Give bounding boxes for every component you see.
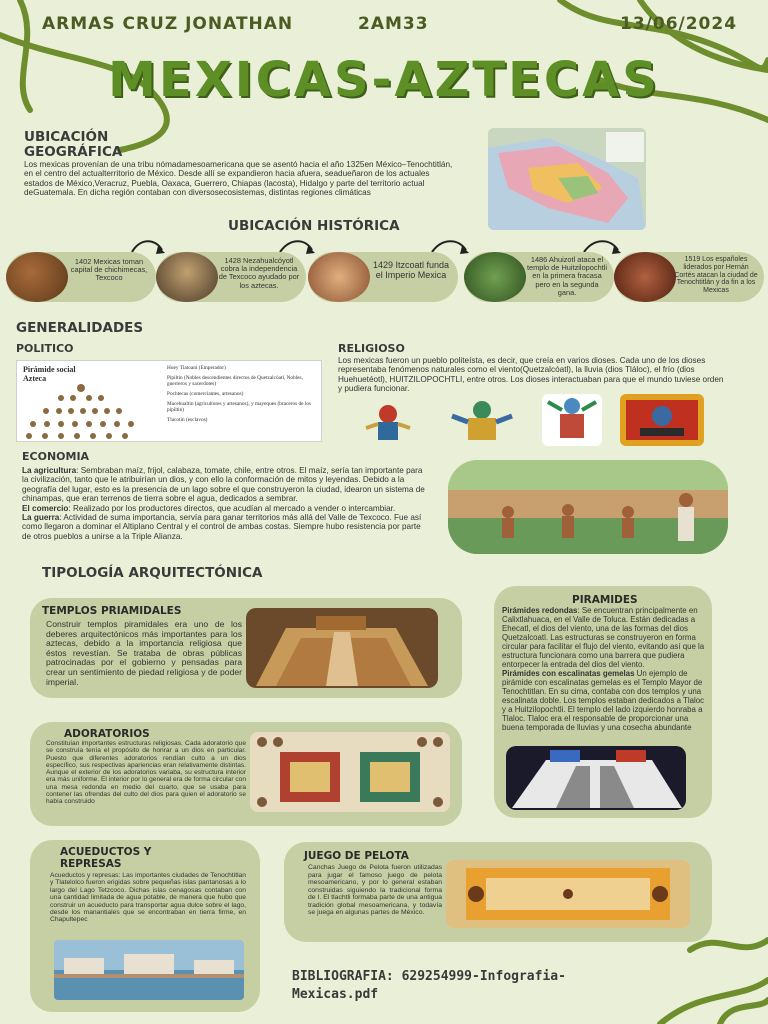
timeline-item <box>614 252 764 302</box>
acueductos-text: Acueductos y represas: Las importantes ciudades de Tenochtitlan y Tlatelolco fueron erigidas sobre pequeñas islas pantanosas a lo largo del Lago Tetzcoco. Dichas islas cenagosas contaban con una cantidad limitada de agua potable, de manera que hubo que construir un acueducto para transportar agua dulce sobre el lago, desde los manantiales que se encontraban en tierra firme, en Chapultepec <box>50 872 246 924</box>
templos-text: Construir templos piramidales era uno de los deberes arquitectónicos más importantes para los aztecas, debido a la importancia religiosa que éstos revestían. Se trataba de obras públicas patrocinadas por el gobierno y pensadas para crear un sentimiento de piedad religiosa y de poder imperial. <box>46 619 242 687</box>
group-code: 2AM33 <box>358 14 429 34</box>
adoratorios-text: Constituían importantes estructuras religiosas. Cada adoratorio que se construía tenía el propósito de honrar a un dios en particular. Puesto que diferentes adoratorios rendían culto a un dios específico, sus respectivas apariencias eran relativamente distintas. Aunque el exterior de los adoratorios variaba, su estructura interior era más uniforme. El interior por lo general era de forma circular con una mesa redonda en medio del cuarto, que se usaba para contener las ofrendas del culto del dios para quien el adoratorio se había construido <box>46 740 246 806</box>
acueductos-card <box>30 840 260 1012</box>
timeline-image <box>308 252 370 302</box>
comercio-text: : Realizado por los productores directos, que acudían al mercado a vender o intercambiar. <box>68 503 396 513</box>
templos-card <box>30 598 462 698</box>
templo-mayor-image <box>506 746 686 810</box>
pyramid-level: Pipiltin (Nobles descendientes directos de Quetzalcóatl, Nobles, guerreros y sacerdotes) <box>167 375 303 387</box>
ubicacion-geografica-text: Los mexicas provenían de una tribu nómadamesoamericana que se asentó hacia el año 1325en México–Tenochtitlán, en el centro del actualterritorio de México. Desde allí se expandieron hacia afuera, seadueñaron de los actuales estados de México,Veracruz, Puebla, Oaxaca, Guerrero, Chiapas (lacosta), Hidalgo y parte del territorio actual deGuatemala. En dicha región contaban con diversosecosistemas, distintas regiones climáticas <box>24 160 453 198</box>
economia-mural-image <box>448 460 728 554</box>
religioso-title: RELIGIOSO <box>338 342 405 355</box>
adoratorios-title: ADORATORIOS <box>64 728 150 740</box>
page-title: MEXICAS-AZTECAS <box>108 52 660 108</box>
timeline-item <box>464 252 614 302</box>
pelota-title: JUEGO DE PELOTA <box>304 850 409 862</box>
bibliografia-line: Mexicas.pdf <box>292 987 379 1002</box>
title-line: UBICACIÓN <box>24 129 109 145</box>
title-line: GEOGRÁFICA <box>24 144 123 160</box>
adoratorios-card <box>30 722 462 826</box>
pyramid-temple-image <box>246 608 438 688</box>
social-pyramid <box>16 360 322 442</box>
piramides-gemelas-label: Pirámides con escalinatas gemelas <box>502 669 635 678</box>
ubicacion-geografica-title <box>24 130 122 160</box>
pyramid-figures <box>21 383 141 441</box>
agricultura-text: : Sembraban maíz, frijol, calabaza, tomate, chile, entre otros. El maíz, sería tan importante para la civilización, tanto que le atribuirían un dios, y con ello la conformación de mitos y leyendas. Debido a la geografía del lugar, esto es la presencia de un lago sobre el que construyeron la ciudad, idearon un sistema de chinampas, que eran terrenos de tierra sobre el agua, dedicados a sembrar. <box>22 466 425 504</box>
pyramid-levels <box>167 365 317 423</box>
templos-title: TEMPLOS PRIAMIDALES <box>42 605 182 617</box>
agricultura-label: La agricultura <box>22 466 77 475</box>
author-name: ARMAS CRUZ JONATHAN <box>42 14 294 34</box>
date: 13/06/2024 <box>620 14 738 34</box>
piramides-gemelas-text: Un ejemplo de pirámide con escalinatas gemelas es el Templo Mayor de Tenochtitlan. En su cima, contaba con dos templos y una escalinata doble. Los templos estaban dedicados a Tlaloc y a Huitzilopochtli. El templo del lado izquierdo honraba a Tlaloc. Tlaloc era el responsable de proporcionar una buena temporada de lluvias y una cosecha abundante <box>502 669 705 732</box>
timeline-image <box>156 252 218 302</box>
religioso-text: Los mexicas fueron un pueblo politeísta, es decir, que creía en varios dioses. Cada uno de los dioses representaba fenómenos naturales como el viento(Quetzalcóatl), la lluvia (dios Tláloc), el frío (dios Huehuetéotl), HUITZILOPOCHTLI, entre otros. Los dioses interactuaban para que el mundo tuviese orden y pudiera funcionar. <box>338 356 724 394</box>
bibliografia <box>292 968 566 1004</box>
timeline-item <box>308 252 458 302</box>
guerra-text: : Actividad de suma importancia, servía para ganar territorios más allá del Valle de Texcoco. Fue así como llegaron a dominar el Altiplano Central y el control de ambas costas. Siempre hubo resistencia por parte de otros pueblos a unirse a la Triple Alianza. <box>22 513 422 541</box>
adoratorio-image <box>250 732 450 812</box>
title-line: ACUEDUCTOS Y <box>60 846 152 858</box>
timeline-text: 1486 Ahuizotl ataca el templo de Huitzilopochtli en la primera fracasa pero en la segunda gana. <box>526 255 608 297</box>
timeline-image <box>464 252 526 302</box>
economia-title: ECONOMIA <box>22 450 90 463</box>
arrow-curve-icon <box>584 241 618 252</box>
guerra-label: La guerra <box>22 513 60 523</box>
pelota-text: Canchas Juego de Pelota fueron utilizadas para jugar el famoso juego de pelota mesoamericano, y por lo general estaban construidas siguiendo la tradicional forma de I. El tlachtli formaba parte de una antigua tradición global mesoamericana, y todavía se juega en algunas partes de México. <box>308 864 442 916</box>
map-image <box>488 128 646 230</box>
arrow-curve-icon <box>432 241 466 252</box>
ubicacion-historica-title: UBICACIÓN HISTÓRICA <box>228 218 400 234</box>
timeline-image <box>614 252 676 302</box>
timeline-image <box>6 252 68 302</box>
god-image <box>542 394 602 446</box>
timeline-text: 1429 Itzcoatl funda el Imperio Mexica <box>372 260 450 280</box>
acueducto-image <box>54 940 244 1000</box>
timeline-item <box>156 252 306 302</box>
map-illustration <box>488 128 646 230</box>
comercio-label: El comercio <box>22 503 69 513</box>
juego-pelota-image <box>446 860 690 928</box>
economia-text <box>22 466 430 541</box>
title-line: REPRESAS <box>60 858 122 870</box>
timeline-text: 1519 Los españoles liderados por Hernán Cortés atacan la ciudad de Tenochtitlán y da fin a los Mexicas <box>674 256 758 295</box>
pyramid-title: Pirámide social Azteca <box>23 365 76 383</box>
piramides-redondas-text: : Se encuentran principalmente en Calixtlahuaca, en el Valle de Toluca. Están dedicadas a Ehecatl, el dios del viento, una de las formas del dios Quetzalcoatl. Las estructuras se construyeron en forma circular para facilitar el flujo del viento, evitando así que la estructura funcionara como una barrera que pudiera entorpecer la entrada del dios del viento. <box>502 606 705 669</box>
politico-title: POLITICO <box>16 342 74 355</box>
pyramid-level: Tlacotin (esclavos) <box>167 417 208 423</box>
tipologia-title: TIPOLOGÍA ARQUITECTÓNICA <box>42 565 263 581</box>
piramides-text <box>502 606 706 732</box>
acueductos-title <box>60 846 151 870</box>
god-image <box>620 394 704 446</box>
pelota-card <box>284 842 712 942</box>
timeline-text: 1402 Mexicas toman capital de chichimecas, Texcoco <box>70 257 148 283</box>
timeline-text: 1428 Nezahualcóyotl cobra la independencia de Texcoco ayudado por los aztecas. <box>218 256 300 290</box>
pyramid-level: Macehualtin (agricultores y artesanos), y mayeques (braceros de los pipiltin) <box>167 401 311 413</box>
piramides-redondas-label: Pirámides redondas <box>502 606 578 615</box>
generalidades-title: GENERALIDADES <box>16 320 144 336</box>
bibliografia-line: BIBLIOGRAFIA: 629254999-Infografia- <box>292 969 566 984</box>
pyramid-level: Pochtecas (comerciantes, artesanos) <box>167 391 244 397</box>
god-image <box>356 398 420 446</box>
piramides-card <box>494 586 712 818</box>
pyramid-level: Huey Tlatoani (Emperador) <box>167 365 226 371</box>
god-image <box>444 396 520 446</box>
piramides-title: PIRAMIDES <box>572 594 638 606</box>
timeline-item <box>6 252 156 302</box>
